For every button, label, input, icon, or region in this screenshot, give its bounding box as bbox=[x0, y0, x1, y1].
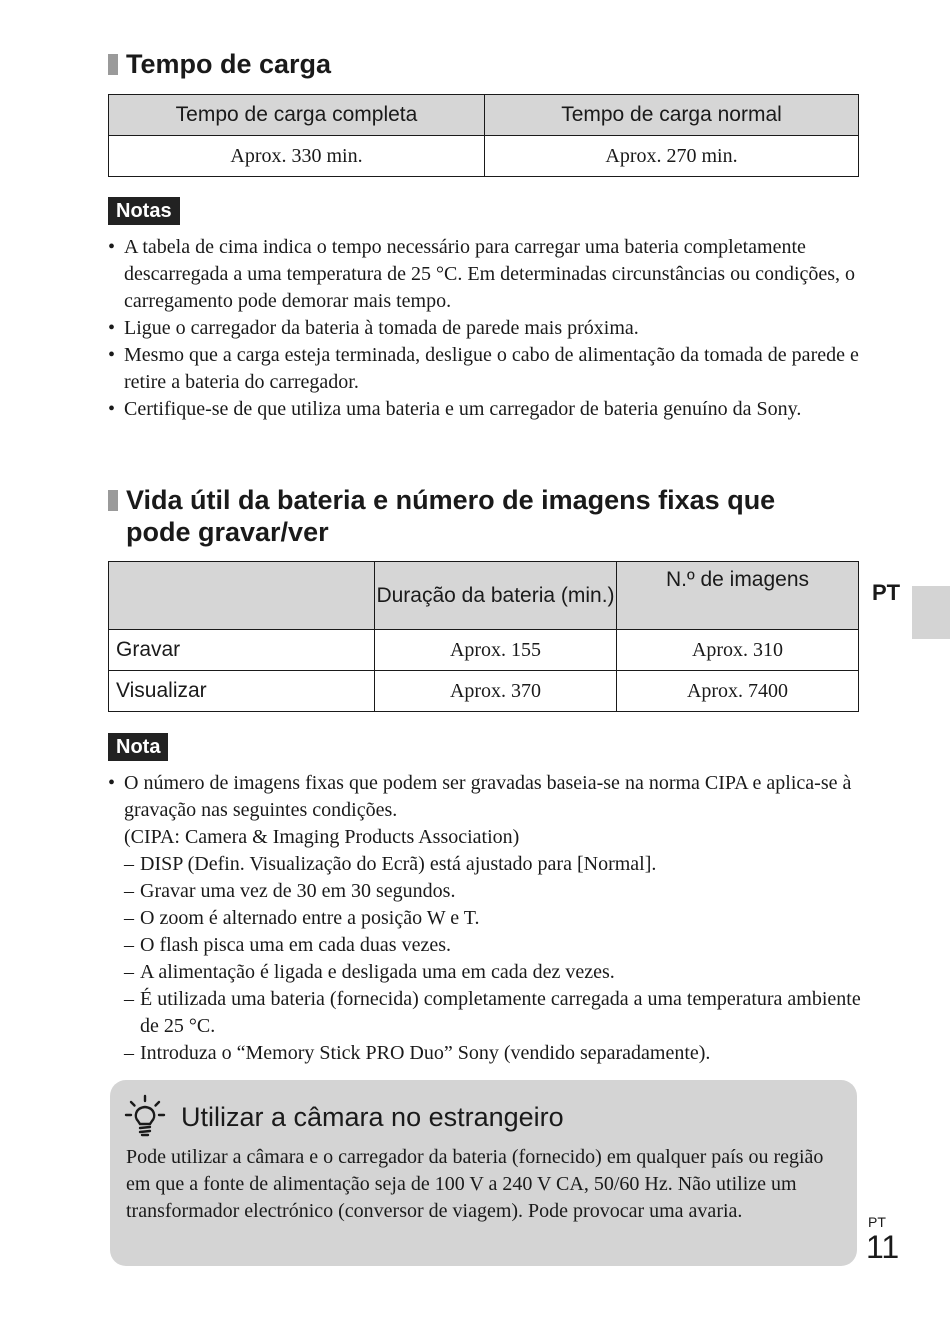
page-number: 11 bbox=[866, 1229, 900, 1265]
heading-marker bbox=[108, 490, 118, 511]
battery-life-table bbox=[108, 561, 859, 712]
notes-label: Notas bbox=[108, 197, 180, 225]
section-title-line2: pode gravar/ver bbox=[126, 517, 329, 547]
note-cipa: (CIPA: Camera & Imaging Products Association) bbox=[124, 826, 520, 848]
charge-time-table bbox=[108, 94, 859, 177]
table-cell: Aprox. 330 min. bbox=[109, 136, 485, 177]
tip-box bbox=[110, 1080, 857, 1266]
lightbulb-icon bbox=[124, 1094, 166, 1143]
side-language-label: PT bbox=[872, 580, 901, 605]
notes-list bbox=[108, 234, 868, 423]
condition-item: – É utilizada uma bateria (fornecida) completamente carregada a uma temperatura ambiente de 25 °C. bbox=[124, 986, 868, 1040]
section-title: Tempo de carga bbox=[126, 49, 332, 79]
tip-body: Pode utilizar a câmara e o carregador da bateria (fornecido) em qualquer país ou região em que a fonte de alimentação seja de 100 V a 240 V CA, 50/60 Hz. Não utilize um transformador electrónico (conversor de viagem). Pode provocar uma avaria. bbox=[126, 1146, 824, 1222]
condition-item: – A alimentação é ligada e desligada uma em cada dez vezes. bbox=[124, 959, 868, 986]
condition-item: – DISP (Defin. Visualização do Ecrã) está ajustado para [Normal]. bbox=[124, 851, 868, 878]
list-item: • Certifique-se de que utiliza uma bateria e um carregador de bateria genuíno da Sony. bbox=[108, 396, 868, 423]
table-cell: Aprox. 7400 bbox=[617, 671, 859, 712]
section-title-line1: Vida útil da bateria e número de imagens fixas que bbox=[126, 485, 776, 515]
section-heading-battery-life bbox=[108, 484, 775, 548]
table-cell: Aprox. 370 bbox=[375, 671, 617, 712]
note-label: Nota bbox=[108, 733, 168, 761]
list-item: • A tabela de cima indica o tempo necessário para carregar uma bateria completamente descarregada a uma temperatura de 25 °C. Em determinadas circunstâncias ou condições, o carregamento pode demorar mais tempo. bbox=[108, 234, 868, 315]
table-header: Tempo de carga normal bbox=[485, 95, 859, 136]
condition-item: – Introduza o “Memory Stick PRO Duo” Sony (vendido separadamente). bbox=[124, 1040, 868, 1067]
table-cell: Aprox. 270 min. bbox=[485, 136, 859, 177]
tip-title: Utilizar a câmara no estrangeiro bbox=[181, 1102, 564, 1132]
table-header: Tempo de carga completa bbox=[109, 95, 485, 136]
list-item: • Mesmo que a carga esteja terminada, desligue o cabo de alimentação da tomada de parede e retire a bateria do carregador. bbox=[108, 342, 868, 396]
table-header: Duração da bateria (min.) bbox=[375, 562, 617, 630]
condition-item: – Gravar uma vez de 30 em 30 segundos. bbox=[124, 878, 868, 905]
table-cell: Aprox. 155 bbox=[375, 630, 617, 671]
table-header-empty bbox=[109, 562, 375, 630]
conditions-list bbox=[124, 851, 868, 1067]
condition-item: – O flash pisca uma em cada duas vezes. bbox=[124, 932, 868, 959]
side-tab bbox=[912, 586, 950, 639]
list-item bbox=[108, 770, 868, 1067]
condition-item: – O zoom é alternado entre a posição W e T. bbox=[124, 905, 868, 932]
table-row bbox=[109, 630, 859, 671]
note-list bbox=[108, 770, 868, 1067]
table-header: N.º de imagens bbox=[617, 562, 859, 630]
row-label: Visualizar bbox=[109, 671, 375, 712]
footer-language: PT bbox=[868, 1214, 886, 1230]
table-cell: Aprox. 310 bbox=[617, 630, 859, 671]
list-item: • Ligue o carregador da bateria à tomada de parede mais próxima. bbox=[108, 315, 868, 342]
heading-marker bbox=[108, 54, 118, 75]
note-text: O número de imagens fixas que podem ser gravadas baseia-se na norma CIPA e aplica-se à gravação nas seguintes condições. bbox=[124, 772, 852, 821]
row-label: Gravar bbox=[109, 630, 375, 671]
section-heading-charge-time bbox=[108, 48, 331, 80]
table-row bbox=[109, 671, 859, 712]
